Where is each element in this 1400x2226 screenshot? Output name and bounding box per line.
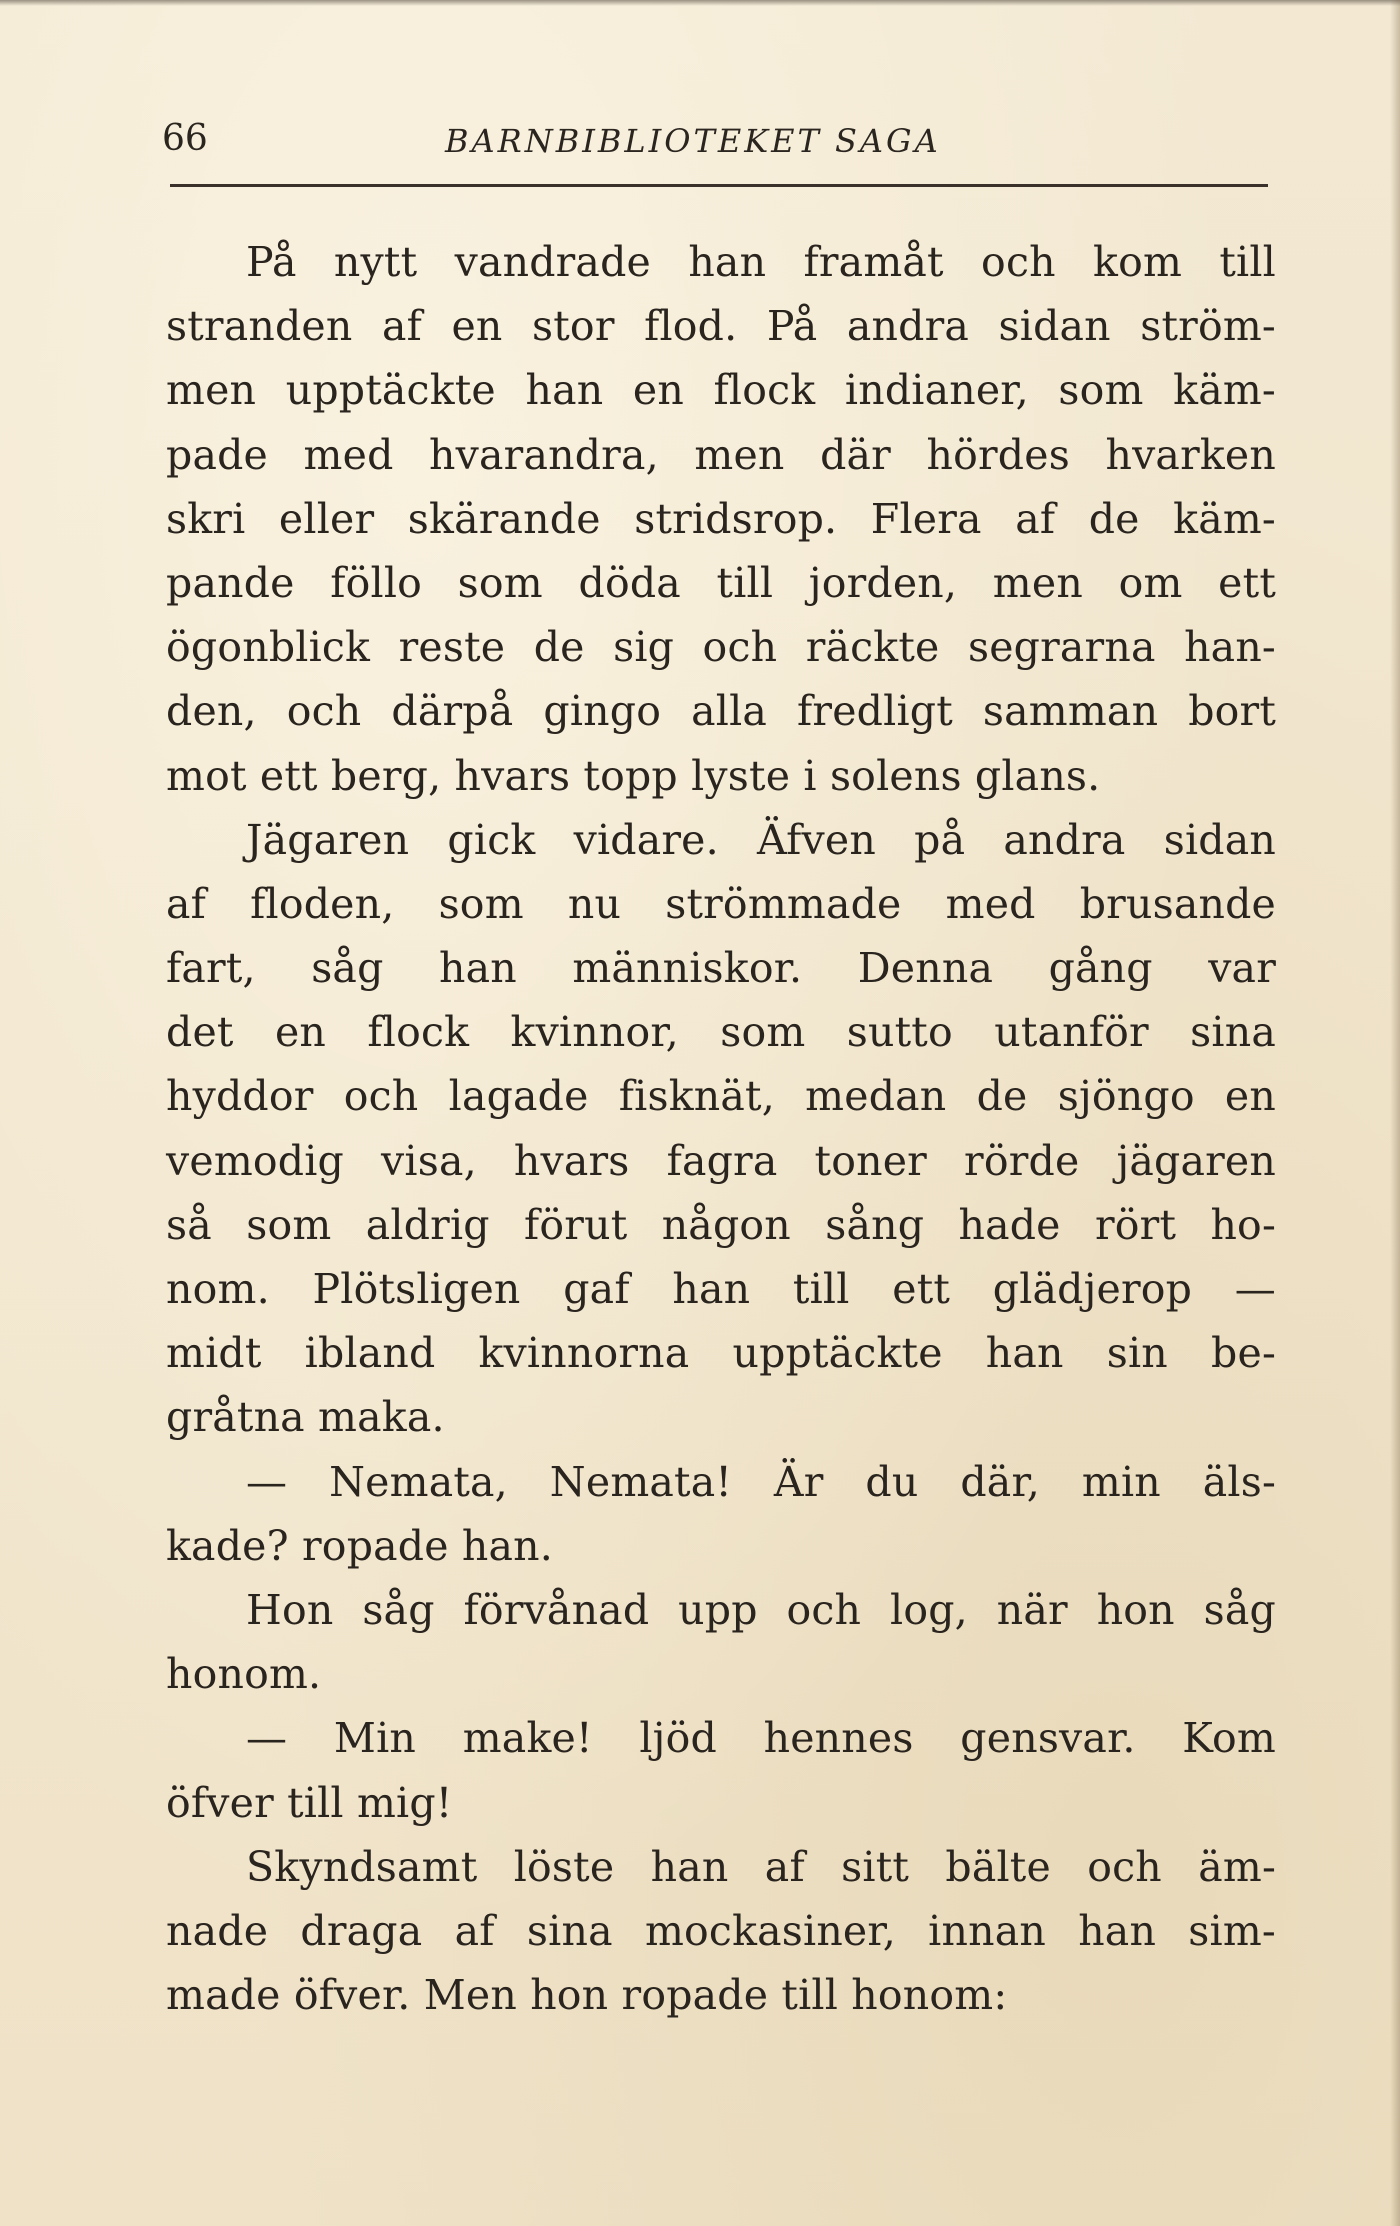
text-line: stranden af en stor flod. På andra sidan ström- [166, 302, 1276, 351]
text-line: mot ett berg, hvars topp lyste i solens glans. [166, 751, 1101, 800]
text-line: midt ibland kvinnorna upptäckte han sin be- [166, 1329, 1276, 1378]
header-rule [170, 184, 1268, 187]
text-line: fart, såg han människor. Denna gång var [166, 944, 1276, 993]
text-line: den, och därpå gingo alla fredligt samman bort [166, 687, 1276, 736]
page-top-edge-shadow [0, 0, 1400, 6]
text-line: honom. [166, 1650, 322, 1699]
page-right-edge-shadow [1390, 0, 1400, 2226]
text-line: pade med hvarandra, men där hördes hvarken [166, 430, 1276, 479]
text-line: öfver till mig! [166, 1778, 453, 1827]
text-line: det en flock kvinnor, som sutto utanför sina [166, 1008, 1276, 1057]
text-line: kade? ropade han. [166, 1521, 554, 1570]
text-line: — Min make! ljöd hennes gensvar. Kom [246, 1714, 1276, 1763]
text-line: Hon såg förvånad upp och log, när hon såg [246, 1585, 1276, 1634]
running-head [162, 118, 1272, 178]
text-line: På nytt vandrade han framåt och kom till [246, 238, 1276, 286]
text-line: skri eller skärande stridsrop. Flera af de käm- [166, 494, 1276, 543]
running-title: BARNBIBLIOTEKET SAGA [445, 122, 941, 160]
text-line: af floden, som nu strömmade med brusande [166, 879, 1276, 928]
text-line: gråtna maka. [166, 1393, 445, 1442]
text-line: Skyndsamt löste han af sitt bälte och äm- [246, 1842, 1276, 1891]
text-line: — Nemata, Nemata! Är du där, min äls- [246, 1457, 1276, 1506]
text-line: så som aldrig förut någon sång hade rört ho- [166, 1200, 1276, 1249]
text-line: pande föllo som döda till jorden, men om ett [166, 558, 1276, 607]
text-line: ögonblick reste de sig och räckte segrarna han- [166, 623, 1276, 672]
text-line: Jägaren gick vidare. Äfven på andra sidan [246, 815, 1276, 864]
text-line: men upptäckte han en flock indianer, som käm- [166, 366, 1276, 415]
text-line: hyddor och lagade fisknät, medan de sjöngo en [166, 1072, 1276, 1121]
body-text [166, 230, 1276, 2027]
text-line: vemodig visa, hvars fagra toner rörde jägaren [166, 1136, 1276, 1185]
text-line: nom. Plötsligen gaf han till ett glädjerop — [166, 1265, 1276, 1313]
page-number: 66 [162, 118, 208, 159]
text-line: made öfver. Men hon ropade till honom: [166, 1971, 1008, 2020]
text-line: nade draga af sina mockasiner, innan han sim- [166, 1906, 1276, 1955]
